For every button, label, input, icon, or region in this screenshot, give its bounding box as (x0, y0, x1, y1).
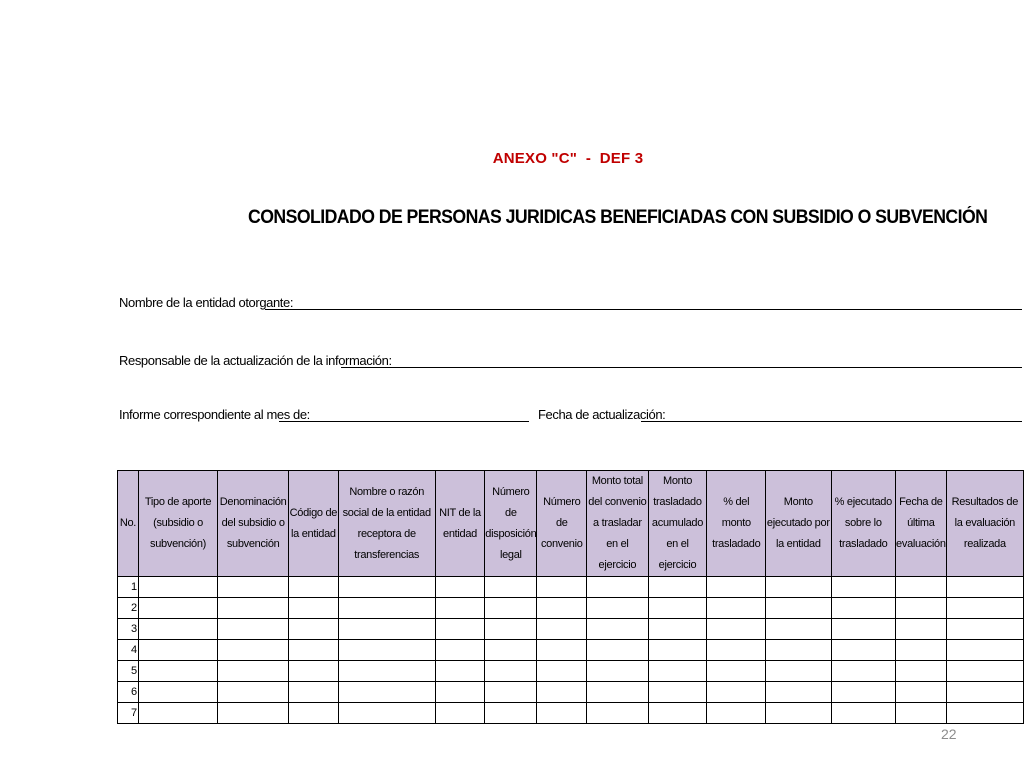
header-nit: NIT de la entidad (435, 471, 485, 577)
table-cell (435, 682, 485, 703)
table-cell (766, 598, 831, 619)
header-numero-convenio: Número de convenio (537, 471, 587, 577)
table-cell (138, 640, 217, 661)
row-number: 1 (118, 577, 139, 598)
table-cell (831, 682, 896, 703)
blank-line (341, 367, 1022, 368)
header-denominacion: Denominación del subsidio o subvención (218, 471, 289, 577)
table-cell (537, 577, 587, 598)
header-tipo-aporte: Tipo de aporte (subsidio o subvención) (138, 471, 217, 577)
row-number: 7 (118, 703, 139, 724)
field-label: Informe correspondiente al mes de: (119, 407, 310, 422)
header-nombre-entidad: Nombre o razón social de la entidad receptora de transferencias (338, 471, 435, 577)
field-fecha-actualizacion (538, 402, 1022, 422)
table-cell (707, 640, 766, 661)
field-informe-mes (119, 402, 529, 422)
header-porcentaje-ejecutado: % ejecutado sobre lo trasladado (831, 471, 896, 577)
table-cell (831, 577, 896, 598)
table-body (118, 577, 1024, 724)
table-cell (485, 703, 537, 724)
table-cell (587, 661, 648, 682)
table-row (118, 703, 1024, 724)
header-monto-trasladado: Monto trasladado acumulado en el ejercicio (648, 471, 707, 577)
table-cell (896, 619, 947, 640)
table-cell (138, 598, 217, 619)
table-cell (218, 661, 289, 682)
table-cell (648, 682, 707, 703)
table-cell (338, 598, 435, 619)
header-monto-ejecutado: Monto ejecutado por la entidad (766, 471, 831, 577)
table-cell (587, 577, 648, 598)
table-cell (289, 577, 339, 598)
table-cell (218, 619, 289, 640)
table-cell (218, 703, 289, 724)
table-cell (946, 577, 1023, 598)
header-monto-total: Monto total del convenio a trasladar en el ejercicio (587, 471, 648, 577)
table-cell (218, 577, 289, 598)
table-cell (537, 619, 587, 640)
table-cell (766, 640, 831, 661)
table-cell (218, 598, 289, 619)
table-cell (831, 619, 896, 640)
table-cell (218, 640, 289, 661)
table-cell (648, 598, 707, 619)
table-cell (831, 598, 896, 619)
row-number: 5 (118, 661, 139, 682)
field-label: Fecha de actualización: (538, 407, 666, 422)
table-cell (435, 661, 485, 682)
table-cell (648, 661, 707, 682)
table-cell (766, 703, 831, 724)
table-cell (338, 682, 435, 703)
table-cell (485, 619, 537, 640)
table-cell (766, 619, 831, 640)
table-cell (896, 703, 947, 724)
table-cell (289, 640, 339, 661)
beneficiaries-table (117, 470, 1024, 724)
header-fecha-evaluacion: Fecha de última evaluación (896, 471, 947, 577)
row-number: 4 (118, 640, 139, 661)
header-codigo-entidad: Código de la entidad (289, 471, 339, 577)
table-cell (289, 703, 339, 724)
table-cell (338, 703, 435, 724)
table-cell (707, 682, 766, 703)
table-cell (896, 640, 947, 661)
field-label: Nombre de la entidad otorgante: (119, 295, 294, 310)
blank-line (265, 309, 1022, 310)
table-row (118, 598, 1024, 619)
table-cell (587, 598, 648, 619)
table-cell (946, 661, 1023, 682)
table-cell (766, 682, 831, 703)
table-cell (435, 703, 485, 724)
table-row (118, 682, 1024, 703)
table-cell (831, 703, 896, 724)
table-cell (485, 577, 537, 598)
table-cell (435, 640, 485, 661)
table-cell (707, 619, 766, 640)
table-cell (587, 619, 648, 640)
table-cell (537, 661, 587, 682)
table-cell (831, 640, 896, 661)
table-cell (435, 598, 485, 619)
field-entidad-otorgante (119, 290, 1022, 310)
table-cell (485, 661, 537, 682)
table-cell (648, 577, 707, 598)
table-cell (587, 682, 648, 703)
header-no: No. (118, 471, 139, 577)
table-cell (648, 703, 707, 724)
table-cell (485, 598, 537, 619)
page-number: 22 (941, 726, 957, 742)
table-cell (338, 661, 435, 682)
table-cell (289, 619, 339, 640)
header-resultados: Resultados de la evaluación realizada (946, 471, 1023, 577)
table-cell (537, 640, 587, 661)
annex-label: ANEXO "C" - DEF 3 (492, 150, 644, 167)
blank-line (641, 421, 1022, 422)
header-porcentaje-trasladado: % del monto trasladado (707, 471, 766, 577)
table-cell (138, 577, 217, 598)
table-cell (831, 661, 896, 682)
table-cell (946, 640, 1023, 661)
table-cell (138, 703, 217, 724)
table-cell (707, 598, 766, 619)
table-cell (946, 703, 1023, 724)
table-cell (946, 619, 1023, 640)
table-cell (896, 682, 947, 703)
table-cell (946, 598, 1023, 619)
table-cell (289, 661, 339, 682)
table-cell (896, 661, 947, 682)
table-cell (896, 598, 947, 619)
table-header-row (118, 471, 1024, 577)
table-cell (338, 640, 435, 661)
field-label: Responsable de la actualización de la información: (119, 353, 392, 368)
table-cell (338, 619, 435, 640)
table-cell (766, 577, 831, 598)
field-responsable (119, 348, 1022, 368)
table-cell (707, 703, 766, 724)
table-cell (946, 682, 1023, 703)
table-cell (289, 598, 339, 619)
table-cell (485, 640, 537, 661)
table-cell (648, 619, 707, 640)
table-row (118, 577, 1024, 598)
row-number: 6 (118, 682, 139, 703)
table-cell (138, 682, 217, 703)
table-cell (896, 577, 947, 598)
table-cell (587, 703, 648, 724)
row-number: 2 (118, 598, 139, 619)
table-cell (537, 598, 587, 619)
table-row (118, 619, 1024, 640)
table-cell (435, 619, 485, 640)
blank-line (279, 421, 529, 422)
row-number: 3 (118, 619, 139, 640)
table-cell (707, 577, 766, 598)
table-row (118, 661, 1024, 682)
table-cell (138, 619, 217, 640)
header-disposicion-legal: Número de disposición legal (485, 471, 537, 577)
table-cell (587, 640, 648, 661)
document-title: CONSOLIDADO DE PERSONAS JURIDICAS BENEFICIADAS CON SUBSIDIO O SUBVENCIÓN (248, 207, 988, 228)
table-cell (766, 661, 831, 682)
table-cell (485, 682, 537, 703)
table-cell (138, 661, 217, 682)
table-cell (648, 640, 707, 661)
table-row (118, 640, 1024, 661)
table-cell (435, 577, 485, 598)
table-cell (289, 682, 339, 703)
table-cell (338, 577, 435, 598)
table-cell (218, 682, 289, 703)
table-cell (537, 682, 587, 703)
table-cell (537, 703, 587, 724)
table-cell (707, 661, 766, 682)
